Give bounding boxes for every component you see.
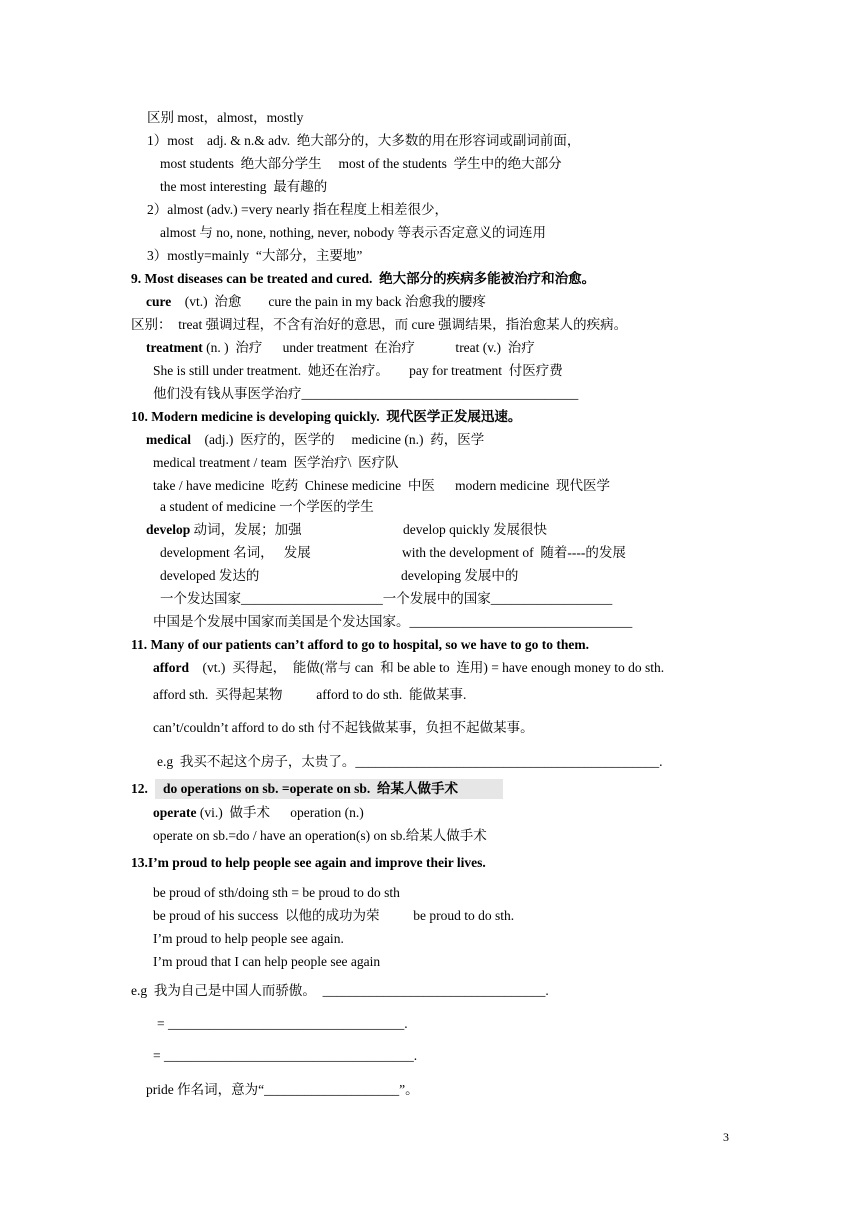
text-line: 区别： treat 强调过程，不含有治好的意思，而 cure 强调结果，指治愈某人的疾病。 [131, 317, 628, 332]
text-line [146, 293, 486, 311]
text-line: can’t/couldn’t afford to do sth 付不起钱做某事，负担不起做某事。 [153, 720, 534, 735]
text-line: 1）most adj. & n.& adv. 绝大部分的，大多数的用在形容词或副词前面， [147, 133, 581, 148]
section-heading: do operations on sb. =operate on sb. 给某人做手术 [163, 781, 458, 796]
text-span: (vt.) 买得起， 能做(常与 can 和 be able to 连用) = have enough money to do sth. [189, 660, 665, 675]
text-line: 3）mostly=mainly “大部分，主要地” [147, 248, 363, 263]
text-span: (n. ) 治疗 under treatment 在治疗 treat (v.) 治疗 [202, 340, 535, 355]
text-line: operate on sb.=do / have an operation(s) on sb.给某人做手术 [153, 828, 487, 843]
text-line: 区别 most，almost，mostly [147, 110, 304, 125]
text-line [153, 804, 364, 822]
text-span: (vt.) 治愈 cure the pain in my back 治愈我的腰疼 [171, 294, 486, 309]
text-line: the most interesting 最有趣的 [160, 179, 328, 194]
section-heading: 13.I’m proud to help people see again and improve their lives. [131, 855, 486, 870]
text-line: medical treatment / team 医学治疗\ 医疗队 [153, 455, 399, 470]
text-line: development 名词， 发展 [160, 545, 311, 560]
text-line: developed 发达的 [160, 568, 260, 583]
section-heading: 9. Most diseases can be treated and cured. 绝大部分的疾病多能被治疗和治愈。 [131, 271, 596, 286]
text-line: be proud of sth/doing sth = be proud to do sth [153, 885, 400, 900]
text-line [146, 339, 535, 357]
text-line: take / have medicine 吃药 Chinese medicine 中医 modern medicine 现代医学 [153, 478, 611, 493]
text-line [146, 521, 302, 539]
text-line [153, 659, 664, 677]
text-line: pride 作名词，意为“____________________”。 [146, 1082, 419, 1097]
text-line: = _____________________________________. [153, 1048, 418, 1063]
keyword: operate [153, 805, 197, 820]
section-heading: 11. Many of our patients can’t afford to go to hospital, so we have to go to them. [131, 637, 589, 652]
text-line: I’m proud that I can help people see again [153, 954, 381, 969]
section-heading: 10. Modern medicine is developing quickly. 现代医学正发展迅速。 [131, 409, 522, 424]
text-span: 动词，发展；加强 [190, 522, 302, 537]
page-number: 3 [723, 1130, 729, 1144]
keyword: afford [153, 660, 189, 675]
text-line: be proud of his success 以他的成功为荣 be proud to do sth. [153, 908, 515, 923]
text-line: a student of medicine 一个学医的学生 [160, 499, 374, 514]
text-line: She is still under treatment. 她还在治疗。 pay for treatment 付医疗费 [153, 363, 563, 378]
text-line [146, 431, 484, 449]
text-line: with the development of 随着----的发展 [402, 545, 626, 560]
text-line: developing 发展中的 [401, 568, 519, 583]
text-span: (adj.) 医疗的，医学的 medicine (n.) 药，医学 [191, 432, 485, 447]
text-line: almost 与 no, none, nothing, never, nobody 等表示否定意义的词连用 [160, 225, 547, 240]
keyword: treatment [146, 340, 203, 355]
text-line: e.g 我买不起这个房子，太贵了。_____________________________________________. [157, 754, 663, 769]
text-line: most students 绝大部分学生 most of the students 学生中的绝大部分 [160, 156, 562, 171]
keyword: develop [146, 522, 191, 537]
text-line: = ___________________________________. [157, 1016, 408, 1031]
section-number: 12. [131, 781, 148, 796]
text-line: develop quickly 发展很快 [403, 522, 547, 537]
text-line: e.g 我为自己是中国人而骄傲。 _________________________________. [131, 983, 549, 998]
text-line: 2）almost (adv.) =very nearly 指在程度上相差很少， [147, 202, 449, 217]
text-line: 中国是个发展中国家而美国是个发达国家。_________________________________ [153, 614, 633, 629]
text-line: 一个发达国家_____________________一个发展中的国家__________________ [160, 591, 613, 606]
keyword: cure [146, 294, 172, 309]
text-span: (vi.) 做手术 operation (n.) [196, 805, 364, 820]
text-line: 他们没有钱从事医学治疗_________________________________________ [153, 386, 579, 401]
keyword: medical [146, 432, 191, 447]
text-line: afford sth. 买得起某物 afford to do sth. 能做某事. [153, 687, 467, 702]
text-line: I’m proud to help people see again. [153, 931, 344, 946]
